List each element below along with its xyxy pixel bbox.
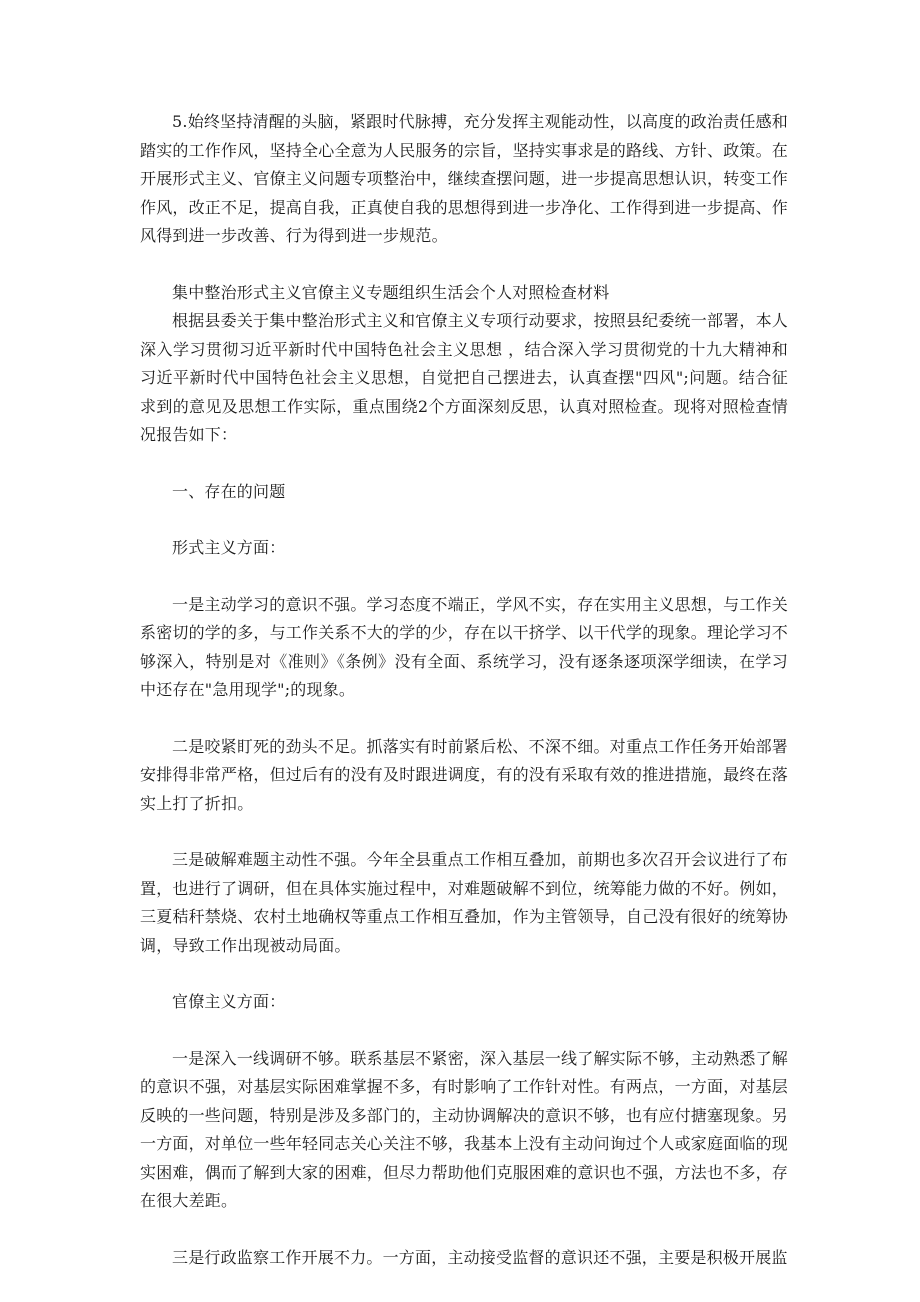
- intro-paragraph: 根据县委关于集中整治形式主义和官僚主义专项行动要求，按照县纪委统一部署，本人深入学习贯彻习近平新时代中国特色社会主义思想 ，结合深入学习贯彻党的十九大精神和习近平新时代中国特色社会主义思想，自觉把自己摆进去，认真查摆"四风";问题。结合征求到的意见及思想工作实际，重点围绕2个方面深刻反思，认真对照检查。现将对照检查情况报告如下：: [140, 311, 788, 444]
- formalism-item-2: 二是咬紧盯死的劲头不足。抓落实有时前紧后松、不深不细。对重点工作任务开始部署安排得非常严格，但过后有的没有及时跟进调度，有的没有采取有效的推进措施，最终在落实上打了折扣。: [140, 736, 789, 813]
- paragraph-1: 5.始终坚持清醒的头脑，紧跟时代脉搏，充分发挥主观能动性，以高度的政治责任感和踏实的工作作风，坚持全心全意为人民服务的宗旨，坚持实事求是的路线、方针、政策。在开展形式主义、官僚主义问题专项整治中，继续查摆问题，进一步提高思想认识，转变工作作风，改正不足，提高自我，正真使自我的思想得到进一步净化、工作得到进一步提高、作风得到进一步改善、行为得到进一步规范。: [140, 112, 789, 245]
- bureaucratism-item-3: 三是行政监察工作开展不力。一方面，主动接受监督的意识还不强，主要是积极开展监: [172, 1247, 788, 1267]
- subheading-formalism: 形式主义方面：: [172, 538, 286, 557]
- formalism-item-1: 一是主动学习的意识不强。学习态度不端正，学风不实，存在实用主义思想，与工作关系密切的学的多，与工作关系不大的学的少，存在以干挤学、以干代学的现象。理论学习不够深入，特别是对《准则》《条例》没有全面、系统学习，没有逐条逐项深学细读，在学习中还存在"急用现学";的现象。: [140, 594, 789, 699]
- subheading-bureaucratism: 官僚主义方面：: [172, 992, 286, 1011]
- section-heading-problems: 一、存在的问题: [172, 481, 286, 501]
- bureaucratism-item-1: 一是深入一线调研不够。联系基层不紧密，深入基层一线了解实际不够，主动熟悉了解的意识不强，对基层实际困难掌握不多，有时影响了工作针对性。有两点，一方面，对基层反映的一些问题，特别是涉及多部门的，主动协调解决的意识不够，也有应付搪塞现象。另一方面，对单位一些年轻同志关心关注不够，我基本上没有主动问询过个人或家庭面临的现实困难，偶而了解到大家的困难，但尽力帮助他们克服困难的意识也不强，方法也不多，存在很大差距。: [140, 1048, 789, 1210]
- formalism-item-3: 三是破解难题主动性不强。今年全县重点工作相互叠加，前期也多次召开会议进行了布置，也进行了调研，但在具体实施过程中，对难题破解不到位，统筹能力做的不好。例如，三夏秸秆禁烧、农村土地确权等重点工作相互叠加，作为主管领导，自己没有很好的统筹协调，导致工作出现被动局面。: [140, 850, 789, 955]
- document-title: 集中整治形式主义官僚主义专题组织生活会个人对照检查材料: [172, 282, 610, 302]
- document-page: [140, 108, 788, 1272]
